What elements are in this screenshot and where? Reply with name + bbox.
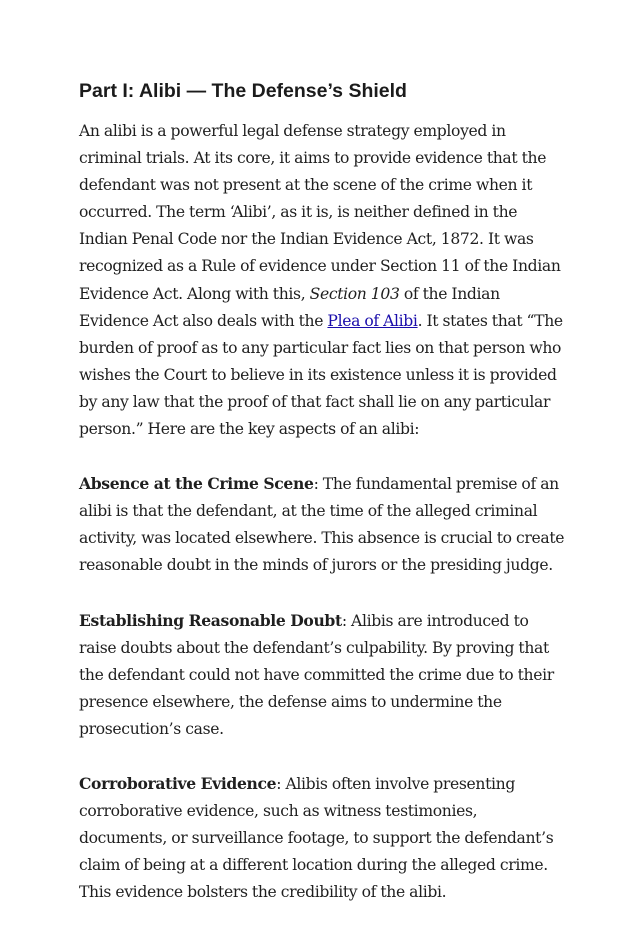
intro-italic-section: Section 103 xyxy=(309,284,400,303)
aspect-text: : The fundamental premise of an alibi is that the defendant, at the time of the alleged criminal activity, was located elsewhere. This absence is crucial to create reasonable doubt in the minds of jurors or the presiding judge. xyxy=(79,475,565,575)
aspect-title: Absence at the Crime Scene xyxy=(79,474,314,494)
intro-text-part1: An alibi is a powerful legal defense strategy employed in criminal trials. At its core, it aims to provide evidence that the defendant was not present at the scene of the crime when it occurred. The term ‘Alibi’, as it is, is neither defined in the Indian Penal Code nor the Indian Evidence Act, 1872. It was recognized as a Rule of evidence under Section 11 of the Indian Evidence Act. Along with this, xyxy=(79,122,561,303)
aspect-text: : Alibis are introduced to raise doubts about the defendant’s culpability. By proving that the defendant could not have committed the crime due to their presence elsewhere, the defense aims to undermine the prosecution’s case. xyxy=(79,611,554,738)
plea-of-alibi-link[interactable]: Plea of Alibi xyxy=(327,311,418,330)
intro-text-part2: of the Indian Evidence Act also deals with the xyxy=(79,284,500,330)
aspect-paragraph xyxy=(79,770,569,906)
aspect-text: : Alibis often involve presenting corroborative evidence, such as witness testimonies, documents, or surveillance footage, to support the defendant’s claim of being at a different location during the alleged crime. This evidence bolsters the credibility of the alibi. xyxy=(79,774,554,902)
aspect-title: Corroborative Evidence xyxy=(79,773,277,793)
document-page xyxy=(79,78,569,933)
section-heading: Part I: Alibi — The Defense’s Shield xyxy=(79,80,407,102)
aspect-title: Establishing Reasonable Doubt xyxy=(79,610,342,630)
aspect-paragraph xyxy=(79,470,569,579)
intro-paragraph xyxy=(79,118,569,443)
aspect-paragraph xyxy=(79,607,569,743)
intro-text-part3: . It states that “The burden of proof as to any particular fact lies on that person who wishes the Court to believe in its existence unless it is provided by any law that the proof of that fact shall lie on any particular person.” Here are the key aspects of an alibi: xyxy=(79,311,563,439)
